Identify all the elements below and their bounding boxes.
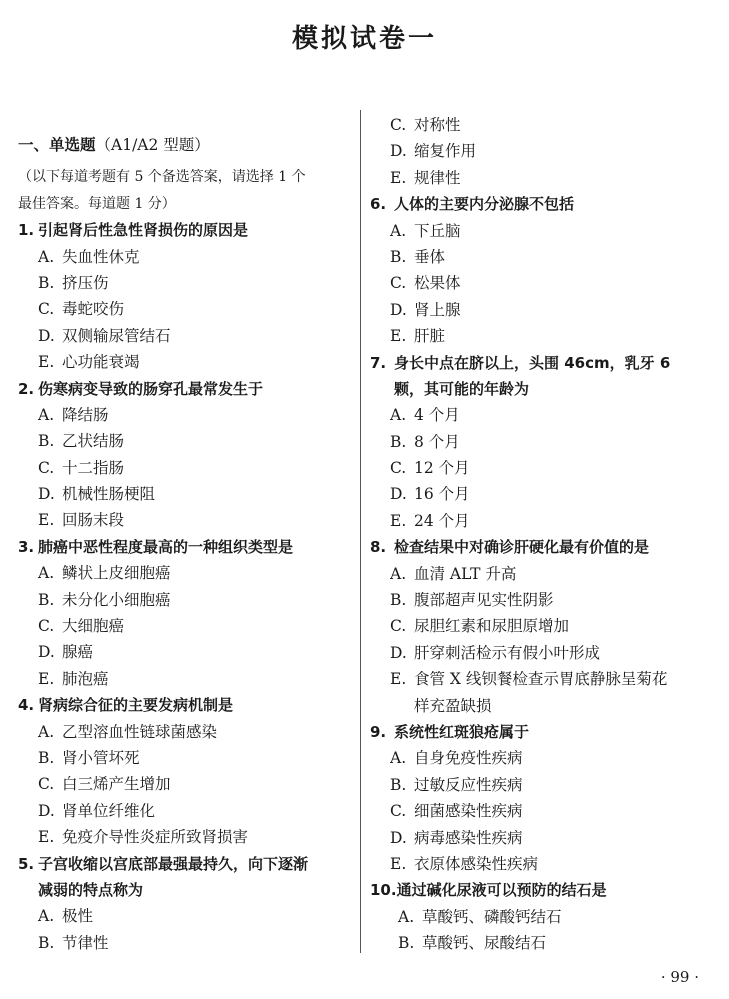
option-b [18,930,352,956]
option-text: 垂体 [414,247,446,266]
option-c [370,270,715,296]
option-text: 心功能衰竭 [62,353,140,372]
option-text: 大细胞癌 [62,617,125,636]
right-column [370,112,715,957]
question-text: 通过碱化尿液可以预防的结石是 [396,881,607,900]
option-text: 血清 ALT 升高 [414,564,517,583]
option-text: 12 个月 [414,459,470,478]
option-letter: A. [390,749,407,768]
question-number: 5. [18,854,35,873]
option-text: 细菌感染性疾病 [414,802,523,821]
option-letter: A. [390,406,407,425]
option-c [370,613,715,639]
option-e [370,165,715,191]
option-letter: E. [390,327,407,346]
option-text: 规律性 [414,168,461,187]
option-a [18,903,352,929]
option-d [18,639,352,665]
option-d [370,138,715,164]
option-a [370,561,715,587]
option-e [370,323,715,349]
option-text: 降结肠 [62,405,109,424]
option-d [18,323,352,349]
option-text: 草酸钙、尿酸结石 [422,934,547,953]
option-d [370,640,715,666]
question-8 [370,534,715,560]
option-letter: C. [390,116,407,134]
option-text: 肾上腺 [414,300,461,319]
question-7 [370,350,715,376]
option-c [18,771,352,797]
option-text: 自身免疫性疾病 [414,749,523,768]
option-letter: B. [38,748,55,767]
option-text: 肾小管坏死 [62,748,140,767]
section-title [18,132,352,158]
option-c [370,112,715,138]
left-column [18,132,352,956]
question-5 [18,851,352,877]
option-a [370,745,715,771]
question-text: 身长中点在脐以上，头围 46cm，乳牙 6 [394,353,671,372]
option-letter: D. [38,485,55,504]
question-text: 子宫收缩以宫底部最强最持久，向下逐渐 [38,854,309,873]
option-d [370,481,715,507]
question-number: 7. [370,353,387,372]
option-text: 16 个月 [414,485,470,504]
section-instructions-cont: 最佳答案。每道题 1 分） [18,195,176,212]
question-6 [370,191,715,217]
option-a [18,402,352,428]
column-divider [360,110,361,953]
option-c [18,296,352,322]
option-letter: E. [38,511,55,530]
option-text: 失血性休克 [62,247,140,266]
option-letter: A. [390,564,407,583]
option-text: 对称性 [414,116,461,134]
option-text: 双侧输尿管结石 [62,326,171,345]
option-text: 回肠末段 [62,511,125,530]
question-number: 4. [18,696,35,715]
option-letter: E. [390,511,407,530]
question-number: 2. [18,379,35,398]
option-text: 松果体 [414,274,461,293]
option-text: 肾单位纤维化 [62,801,156,820]
option-letter: A. [398,907,415,926]
option-e [18,824,352,850]
question-number: 9. [370,722,387,741]
option-letter: D. [390,142,407,161]
option-text: 极性 [62,907,94,926]
option-c [370,798,715,824]
option-letter: C. [390,802,407,821]
question-number: 10. [370,881,397,900]
option-d [18,481,352,507]
question-text: 检查结果中对确诊肝硬化最有价值的是 [394,538,650,557]
option-c [18,613,352,639]
option-letter: E. [38,353,55,372]
option-text: 下丘脑 [414,221,461,240]
option-text: 十二指肠 [62,458,125,477]
option-letter: E. [390,168,407,187]
option-text: 肝脏 [414,327,446,346]
question-text-cont: 颗，其可能的年龄为 [394,379,530,398]
option-letter: A. [38,907,55,926]
question-number: 8. [370,538,387,557]
option-text: 挤压伤 [62,273,109,292]
option-text: 节律性 [62,933,109,952]
option-letter: E. [390,670,407,689]
question-text: 人体的主要内分泌腺不包括 [394,195,575,214]
option-b [370,429,715,455]
option-e [370,508,715,534]
option-letter: B. [390,247,407,266]
option-text: 未分化小细胞癌 [62,590,171,609]
option-b [18,745,352,771]
option-letter: A. [38,247,55,266]
option-text: 尿胆红素和尿胆原增加 [414,617,570,636]
option-letter: C. [390,274,407,293]
option-text: 乙型溶血性链球菌感染 [62,722,218,741]
option-letter: B. [38,933,55,952]
option-text: 过敏反应性疾病 [414,775,523,794]
option-text: 腹部超声见实性阴影 [414,591,554,610]
option-text: 病毒感染性疾病 [414,828,523,847]
question-1 [18,217,352,243]
option-b [18,428,352,454]
question-2 [18,376,352,402]
question-number: 1. [18,221,35,240]
option-letter: D. [38,643,55,662]
option-letter: B. [38,590,55,609]
option-text: 缩复作用 [414,142,477,161]
option-letter: C. [390,617,407,636]
option-text: 肝穿刺活检示有假小叶形成 [414,643,601,662]
option-letter: E. [38,669,55,688]
option-letter: E. [38,828,55,847]
option-letter: C. [38,458,55,477]
question-10 [370,877,715,903]
question-text: 肺癌中恶性程度最高的一种组织类型是 [38,537,294,556]
question-text: 引起肾后性急性肾损伤的原因是 [38,221,249,240]
option-letter: A. [390,221,407,240]
option-letter: C. [390,459,407,478]
option-letter: D. [390,300,407,319]
question-text-cont: 减弱的特点称为 [38,880,144,899]
option-letter: B. [390,775,407,794]
section-type: （A1/A2 型题） [95,136,210,154]
option-e [18,666,352,692]
option-d [370,297,715,323]
option-text: 4 个月 [414,406,460,425]
option-b [370,930,715,956]
option-text: 衣原体感染性疾病 [414,854,539,873]
option-letter: D. [390,828,407,847]
option-text: 草酸钙、磷酸钙结石 [422,907,562,926]
option-letter: C. [38,775,55,794]
question-number: 3. [18,537,35,556]
option-b [370,587,715,613]
option-letter: D. [390,485,407,504]
option-text: 白三烯产生增加 [62,775,171,794]
option-e [370,851,715,877]
option-b [370,772,715,798]
option-text: 腺癌 [62,643,94,662]
section-instructions: （以下每道考题有 5 个备选答案，请选择 1 个 [18,169,306,186]
question-text: 肾病综合征的主要发病机制是 [38,696,234,715]
option-letter: E. [390,854,407,873]
option-d [370,825,715,851]
option-letter: A. [38,564,55,583]
question-text: 系统性红斑狼疮属于 [394,722,530,741]
page-title: 模拟试卷一 [291,24,437,54]
option-c [18,455,352,481]
option-text: 24 个月 [414,511,470,530]
option-a [18,560,352,586]
option-a [370,402,715,428]
option-b [18,587,352,613]
option-letter: D. [38,326,55,345]
option-letter: B. [390,432,407,451]
option-e [370,666,715,692]
page-number: · 99 · [660,968,699,986]
option-letter: B. [398,934,415,953]
option-a [370,218,715,244]
question-3 [18,534,352,560]
option-letter: A. [38,722,55,741]
option-a [370,904,715,930]
option-text: 食管 X 线钡餐检查示胃底静脉呈菊花 [414,670,668,689]
option-e [18,349,352,375]
option-b [18,270,352,296]
option-letter: C. [38,300,55,319]
option-c [370,455,715,481]
option-text: 肺泡癌 [62,669,109,688]
option-text: 机械性肠梗阻 [62,485,156,504]
option-b [370,244,715,270]
option-text: 8 个月 [414,432,460,451]
question-text: 伤寒病变导致的肠穿孔最常发生于 [38,379,264,398]
option-text: 鳞状上皮细胞癌 [62,564,171,583]
question-4 [18,692,352,718]
option-letter: B. [38,432,55,451]
option-d [18,798,352,824]
question-9 [370,719,715,745]
section-title-text: 一、单选题 [18,136,96,154]
option-text: 乙状结肠 [62,432,125,451]
option-letter: B. [38,273,55,292]
option-e [18,507,352,533]
option-letter: D. [390,643,407,662]
option-a [18,244,352,270]
option-text: 毒蛇咬伤 [62,300,125,319]
option-letter: B. [390,591,407,610]
option-letter: A. [38,405,55,424]
option-text: 免疫介导性炎症所致肾损害 [62,828,249,847]
option-text-cont: 样充盈缺损 [414,696,492,715]
option-letter: C. [38,617,55,636]
question-number: 6. [370,195,387,214]
option-a [18,719,352,745]
option-letter: D. [38,801,55,820]
